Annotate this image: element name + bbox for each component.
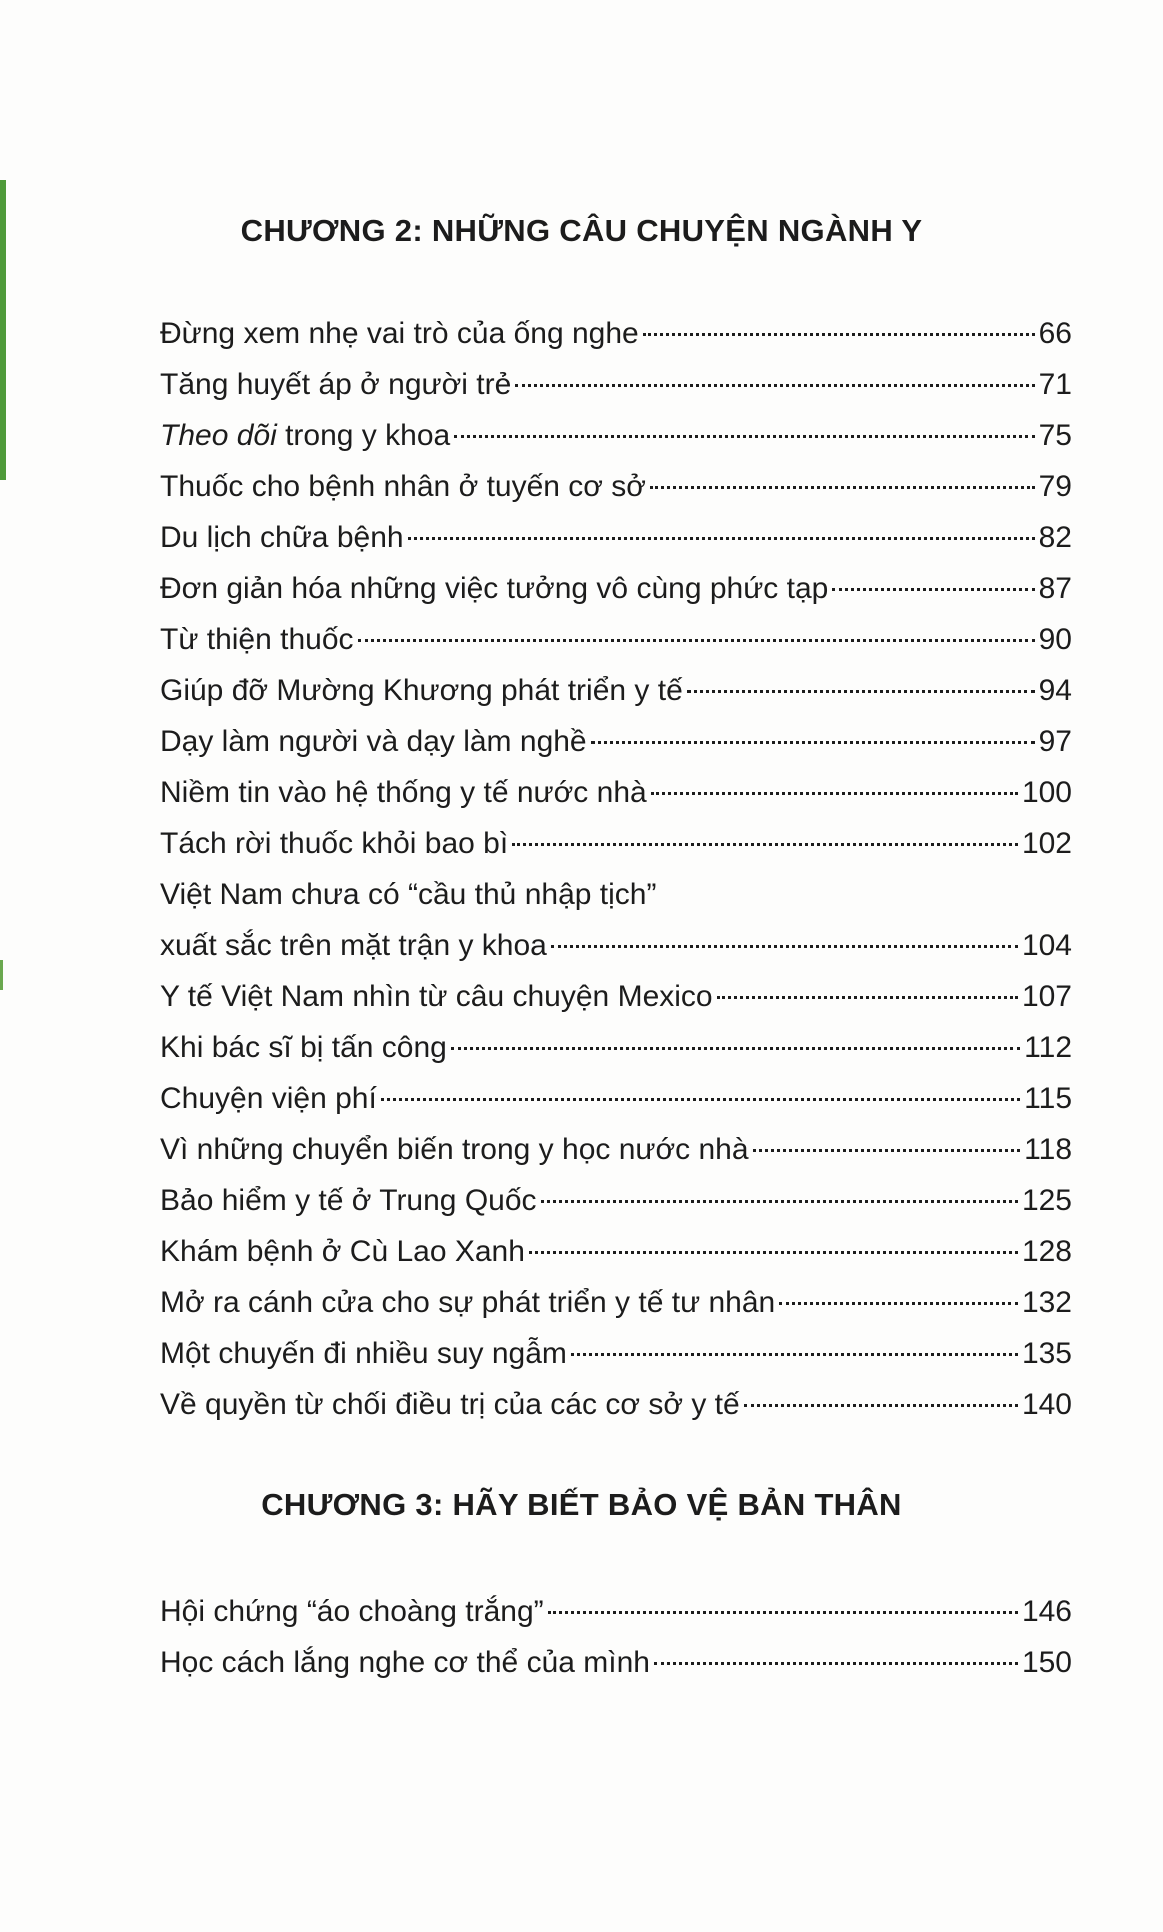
toc-entry-title [160, 410, 450, 461]
toc-entry [160, 971, 1072, 1022]
dot-leader [687, 690, 1035, 693]
dot-leader [779, 1302, 1018, 1305]
toc-entry-page: 104 [1021, 929, 1072, 962]
toc-entry [160, 512, 1072, 563]
toc-entry-title: Việt Nam chưa có “cầu thủ nhập tịch” [160, 878, 657, 911]
toc-entry [160, 920, 1072, 971]
toc-entry-page: 115 [1024, 1082, 1072, 1115]
toc-entry [160, 410, 1072, 461]
toc-entry-title: Từ thiện thuốc [160, 623, 354, 656]
dot-leader [512, 843, 1018, 846]
dot-leader [650, 486, 1035, 489]
cover-edge-mark [0, 960, 3, 990]
toc-entry-title: Y tế Việt Nam nhìn từ câu chuyện Mexico [160, 980, 713, 1013]
dot-leader [451, 1047, 1020, 1050]
toc-entry-page: 94 [1038, 674, 1072, 707]
toc-entry-title-italic: Theo dõi [160, 419, 277, 452]
toc-entry-page: 107 [1021, 980, 1072, 1013]
dot-leader [717, 996, 1018, 999]
toc-entry [160, 1022, 1072, 1073]
toc-entry [160, 1226, 1072, 1277]
toc-entry-title: Niềm tin vào hệ thống y tế nước nhà [160, 776, 647, 809]
toc-entry-title: Khám bệnh ở Cù Lao Xanh [160, 1235, 525, 1268]
toc-entry-page: 90 [1038, 623, 1072, 656]
toc-entry-page: 118 [1024, 1133, 1072, 1166]
toc-entry [160, 767, 1072, 818]
toc-entry-page: 102 [1021, 827, 1072, 860]
chapter-3-heading: CHƯƠNG 3: HÃY BIẾT BẢO VỆ BẢN THÂN [261, 1487, 902, 1522]
toc-entry [160, 614, 1072, 665]
dot-leader [744, 1404, 1018, 1407]
toc-entry-page: 82 [1038, 521, 1072, 554]
dot-leader [454, 435, 1034, 438]
toc-entry [160, 1328, 1072, 1379]
toc-entry [160, 563, 1072, 614]
toc-entry-page: 150 [1021, 1646, 1072, 1679]
toc-entry-title: Tăng huyết áp ở người trẻ [160, 368, 512, 401]
toc-entry-page: 146 [1021, 1595, 1072, 1628]
toc-entry-title: Chuyện viện phí [160, 1082, 377, 1115]
toc-entry-page: 112 [1024, 1031, 1072, 1064]
dot-leader [408, 537, 1035, 540]
toc-entry-title: Thuốc cho bệnh nhân ở tuyến cơ sở [160, 470, 646, 503]
dot-leader [571, 1353, 1018, 1356]
toc-entry-page: 71 [1038, 368, 1072, 401]
chapter-2-heading: CHƯƠNG 2: NHỮNG CÂU CHUYỆN NGÀNH Y [240, 213, 923, 248]
toc-entry [160, 1637, 1072, 1688]
toc-entry-page: 125 [1021, 1184, 1072, 1217]
toc-entry-title: Đừng xem nhẹ vai trò của ống nghe [160, 317, 639, 350]
dot-leader [551, 945, 1018, 948]
toc-entry [160, 359, 1072, 410]
chapter-2-toc [160, 308, 1072, 1430]
toc-entry-page: 66 [1038, 317, 1072, 350]
toc-entry-title: Hội chứng “áo choàng trắng” [160, 1595, 544, 1628]
toc-entry [160, 308, 1072, 359]
toc-entry [160, 818, 1072, 869]
toc-entry-title: Vì những chuyển biến trong y học nước nhà [160, 1133, 749, 1166]
toc-entry [160, 461, 1072, 512]
chapter-3-toc [160, 1586, 1072, 1688]
toc-entry-page: 87 [1038, 572, 1072, 605]
toc-entry-title: Giúp đỡ Mường Khương phát triển y tế [160, 674, 683, 707]
toc-entry-title: Học cách lắng nghe cơ thể của mình [160, 1646, 650, 1679]
dot-leader [753, 1149, 1021, 1152]
toc-entry-title: Về quyền từ chối điều trị của các cơ sở y tế [160, 1388, 740, 1421]
dot-leader [515, 384, 1034, 387]
toc-entry-title: Du lịch chữa bệnh [160, 521, 404, 554]
toc-entry-title: Dạy làm người và dạy làm nghề [160, 725, 587, 758]
toc-entry [160, 665, 1072, 716]
toc-entry-page: 97 [1038, 725, 1072, 758]
dot-leader [651, 792, 1018, 795]
toc-entry [160, 1277, 1072, 1328]
dot-leader [548, 1611, 1018, 1614]
dot-leader [832, 588, 1034, 591]
dot-leader [654, 1662, 1018, 1665]
dot-leader [591, 741, 1035, 744]
toc-entry [160, 1586, 1072, 1637]
toc-entry-page: 132 [1021, 1286, 1072, 1319]
toc-entry-title: Tách rời thuốc khỏi bao bì [160, 827, 509, 860]
toc-entry [160, 1379, 1072, 1430]
toc-entry-title: Mở ra cánh cửa cho sự phát triển y tế tư nhân [160, 1286, 776, 1319]
toc-entry-title: xuất sắc trên mặt trận y khoa [160, 929, 547, 962]
toc-entry-title: Khi bác sĩ bị tấn công [160, 1031, 447, 1064]
toc-entry-page: 128 [1021, 1235, 1072, 1268]
toc-entry-title: Bảo hiểm y tế ở Trung Quốc [160, 1184, 537, 1217]
toc-entry-page: 79 [1038, 470, 1072, 503]
toc-entry [160, 716, 1072, 767]
toc-entry-title: Đơn giản hóa những việc tưởng vô cùng phức tạp [160, 572, 829, 605]
toc-entry-page: 135 [1021, 1337, 1072, 1370]
dot-leader [643, 333, 1035, 336]
dot-leader [529, 1251, 1018, 1254]
toc-entry-page: 75 [1038, 419, 1072, 452]
toc-entry-title: Một chuyến đi nhiều suy ngẫm [160, 1337, 567, 1370]
toc-entry [160, 1175, 1072, 1226]
dot-leader [381, 1098, 1020, 1101]
toc-entry-page: 140 [1021, 1388, 1072, 1421]
toc-entry [160, 1073, 1072, 1124]
toc-entry [160, 869, 1072, 920]
toc-entry [160, 1124, 1072, 1175]
toc-entry-page: 100 [1021, 776, 1072, 809]
dot-leader [358, 639, 1035, 642]
toc-entry-title-rest: trong y khoa [276, 419, 451, 452]
dot-leader [541, 1200, 1018, 1203]
